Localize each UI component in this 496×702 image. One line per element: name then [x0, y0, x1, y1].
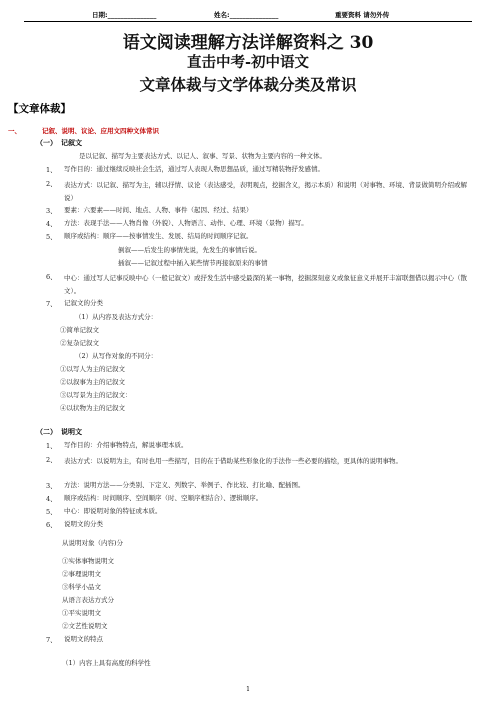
item-number: 7、 — [46, 300, 57, 308]
list-item: 说明文的分类 — [64, 520, 103, 528]
item-number: 5、 — [46, 233, 57, 241]
item-number: 7、 — [46, 636, 57, 644]
name-field: 姓名:_______________ — [214, 11, 279, 19]
class-item: ①简单记叙文 — [60, 326, 99, 334]
class-heading: （1）从内容及表达方式分： — [75, 313, 158, 321]
part1-number: 一、 — [8, 127, 21, 135]
page-number: 1 — [246, 686, 250, 693]
list-item: 顺序或结构：顺序——按事情发生、发展、结局的时间顺序记叙。 — [64, 232, 253, 240]
list-item: 表达方式：以说明为主，有时也用一些描写，目的在于借助某些形象化的手法作一些必要的描绘，更具体的说明事物。 — [64, 457, 402, 465]
class-heading: 从说明对象（内容)分 — [62, 539, 124, 547]
list-item: 方法：说明方法——分类别、下定义、列数字、举例子、作比较、打比喻、配插图。 — [64, 481, 305, 489]
class-item: ③以写景为主的记叙文： — [60, 391, 132, 399]
sub1-number: （一） — [36, 139, 57, 147]
list-item: 要素：六要素——时间、地点、人物、事件（起因、经过、结果） — [64, 206, 253, 214]
sub2-title: 说明文 — [61, 428, 82, 436]
part1-title: 记叙、说明、议论、应用文四种文体常识 — [42, 127, 159, 135]
item-number: 1、 — [46, 166, 57, 174]
page-header — [0, 0, 496, 20]
feature-line: （1）内容上具有高度的科学性 — [62, 659, 151, 667]
item-number: 6、 — [46, 521, 57, 529]
class-item: ①实体事物说明文 — [62, 557, 114, 565]
list-item: 顺序或结构：时间顺序、空间顺序（时、空顺序相结合）、逻辑顺序。 — [64, 494, 263, 502]
narrative-intro: 是以记叙、描写为主要表达方式、以记人、叙事、写景、状物为主要内容的一种文体。 — [79, 152, 326, 160]
header-note: 重要资料 请勿外传 — [335, 11, 390, 19]
class-item: ①平实说明文 — [62, 609, 101, 617]
class-item: ②以叙事为主的记叙文 — [60, 378, 125, 386]
class-heading: （2）从写作对象的不同分： — [75, 352, 158, 360]
list-item: 中心：即说明对象的特征或本质。 — [64, 507, 162, 515]
class-item: ②事理说明文 — [62, 570, 101, 578]
item-number: 4、 — [46, 495, 57, 503]
item-number: 2、 — [46, 456, 57, 464]
item-number: 5、 — [46, 508, 57, 516]
list-item: 说明文的特点 — [64, 635, 103, 643]
section-heading: 【文章体裁】 — [8, 103, 71, 115]
list-item: 方法：表现手法——人物肖像（外貌）、人物语言、动作、心理、环境（景物）描写。 — [64, 219, 308, 227]
order-line: 倒叙——后发生的事情先说，先发生的事情后说。 — [118, 246, 261, 254]
order-line: 插叙——记叙过程中插入某些情节再接叙原来的事情 — [118, 259, 268, 267]
header-rule — [24, 21, 472, 22]
class-item: ③科学小品文 — [62, 583, 101, 591]
doc-topic: 文章体裁与文学体裁分类及常识 — [139, 75, 357, 94]
class-item: ④以状物为主的记叙文 — [60, 404, 125, 412]
date-field: 日期:_______________ — [92, 11, 157, 19]
list-item: 写作目的：通过继续反映社会生活，通过写人表现人物思想品质，通过写精装物抒发感情。 — [64, 165, 324, 173]
list-item: 表达方式：以记叙、描写为主，辅以抒情、议论（表达感受，表明观点，挖掘含义，揭示本质）和说明（对事物、环境、背景做简明介绍或解说） — [64, 181, 467, 202]
sub2-number: （二） — [36, 428, 57, 436]
item-number: 3、 — [46, 207, 57, 215]
item-number: 6、 — [46, 273, 57, 281]
list-item: 记叙文的分类 — [64, 299, 103, 307]
doc-subtitle: 直击中考-初中语文 — [186, 54, 310, 71]
item-number: 1、 — [46, 442, 57, 450]
item-number: 4、 — [46, 220, 57, 228]
list-item: 中心：通过写人记事反映中心（一般记叙文）或抒发生活中感受最深的某一事物，挖掘深刻意义或象征意义并展开丰富联想借以揭示中心（散文）。 — [64, 274, 467, 295]
class-item: ②复杂记叙文 — [60, 339, 99, 347]
class-item: ②文艺性说明文 — [62, 622, 108, 630]
item-number: 2、 — [46, 180, 57, 188]
item-number: 3、 — [46, 482, 57, 490]
list-item: 写作目的：介绍事物特点，解说事理本质。 — [64, 441, 188, 449]
class-heading: 从语言表达方式分 — [62, 596, 114, 604]
doc-title: 语文阅读理解方法详解资料之 30 — [122, 33, 374, 53]
class-item: ①以写人为主的记叙文 — [60, 365, 125, 373]
sub1-title: 记叙文 — [61, 139, 82, 147]
